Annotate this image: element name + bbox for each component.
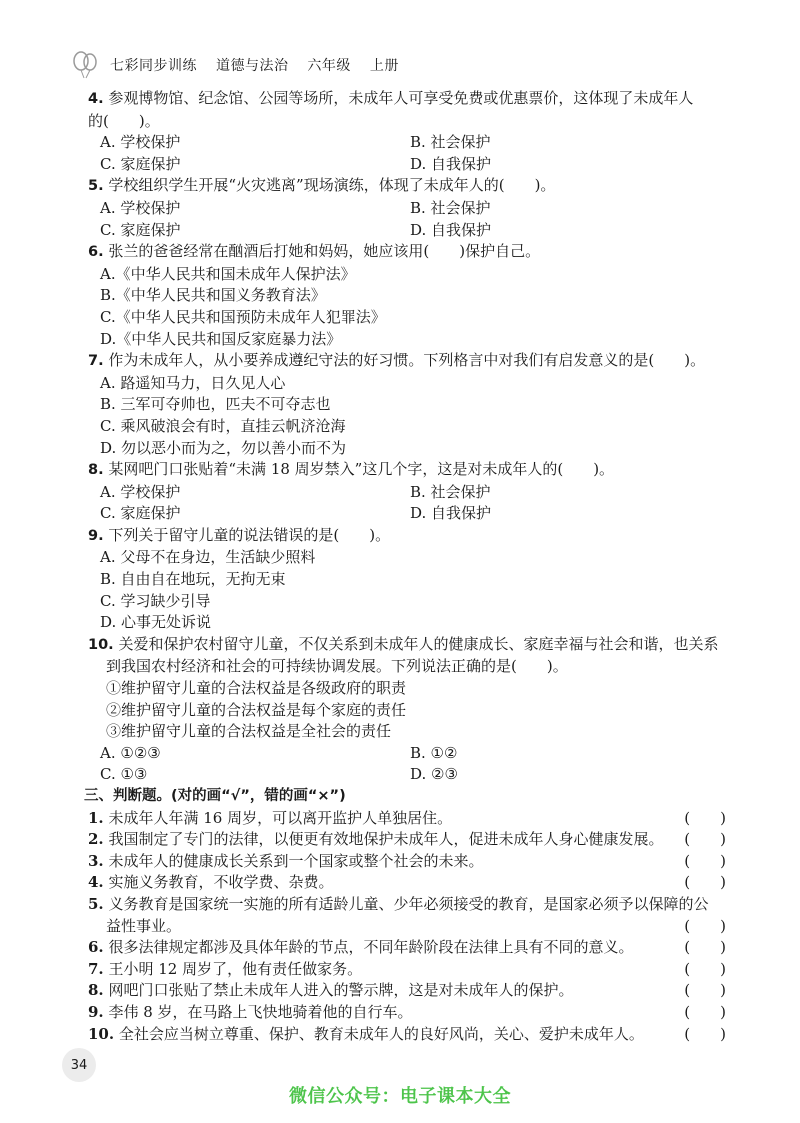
- judge-text: 很多法律规定都涉及具体年龄的节点，不同年龄阶段在法律上具有不同的意义。: [108, 938, 634, 957]
- answer-blank[interactable]: ( ): [684, 1002, 726, 1021]
- option-d: D. ②③: [410, 765, 458, 784]
- option-a: A. ①②③: [100, 743, 161, 762]
- question-5: [88, 175, 728, 241]
- option-d: D. 勿以恶小而为之，勿以善小而不为: [100, 438, 347, 457]
- answer-blank[interactable]: ( ): [684, 938, 726, 957]
- judge-number: 3.: [88, 851, 104, 870]
- question-text-cont: 到我国农村经济和社会的可持续协调发展。下列说法正确的是( )。: [106, 657, 568, 676]
- judge-item-5: [88, 894, 728, 937]
- judge-number: 4.: [88, 873, 104, 892]
- question-text: 作为未成年人，从小要养成遵纪守法的好习惯。下列格言中对我们有启发意义的是( )。: [108, 351, 706, 370]
- option-b: B. 社会保护: [410, 133, 491, 152]
- question-number: 4.: [88, 91, 104, 107]
- statement-3: ③维护留守儿童的合法权益是全社会的责任: [106, 722, 392, 741]
- judge-text: 义务教育是国家统一实施的所有适龄儿童、少年必须接受的教育，是国家必须予以保障的公: [108, 894, 709, 913]
- header-text: [110, 55, 413, 75]
- question-text: 某网吧门口张贴着“未满 18 周岁禁入”这几个字，这是对未成年人的( )。: [108, 460, 615, 479]
- statement-2: ②维护留守儿童的合法权益是每个家庭的责任: [106, 700, 407, 719]
- question-text: 参观博物馆、纪念馆、公园等场所，未成年人可享受免费或优惠票价，这体现了未成年人: [108, 89, 694, 107]
- option-a: A. 学校保护: [100, 482, 181, 501]
- option-c: C. 家庭保护: [100, 154, 181, 173]
- option-c: C. 家庭保护: [100, 504, 181, 523]
- page-number: 34: [62, 1048, 96, 1082]
- judge-item-2: [88, 829, 728, 851]
- option-a: A. 学校保护: [100, 198, 181, 217]
- judge-text: 李伟 8 岁，在马路上飞快地骑着他的自行车。: [108, 1002, 413, 1021]
- option-d: D. 心事无处诉说: [100, 613, 212, 632]
- option-c: C.《中华人民共和国预防未成年人犯罪法》: [100, 307, 386, 326]
- header-grade: 六年级: [307, 58, 351, 74]
- judge-item-1: [88, 808, 728, 830]
- answer-blank[interactable]: ( ): [684, 851, 726, 870]
- answer-blank[interactable]: ( ): [684, 981, 726, 1000]
- judge-text-cont: 益性事业。: [106, 916, 182, 935]
- answer-blank[interactable]: ( ): [684, 916, 726, 935]
- option-c: C. 乘风破浪会有时，直挂云帆济沧海: [100, 416, 346, 435]
- judge-text: 未成年人年满 16 周岁，可以离开监护人单独居住。: [108, 808, 453, 827]
- judge-text: 实施义务教育，不收学费、杂费。: [108, 873, 334, 892]
- judge-number: 5.: [88, 894, 104, 913]
- question-10: [88, 634, 728, 786]
- option-c: C. 家庭保护: [100, 220, 181, 239]
- judge-item-8: [88, 980, 728, 1002]
- judge-text: 网吧门口张贴了禁止未成年人进入的警示牌，这是对未成年人的保护。: [108, 981, 574, 1000]
- question-number: 6.: [88, 244, 104, 261]
- question-number: 10.: [88, 636, 114, 653]
- header-subject: 道德与法治: [215, 58, 289, 74]
- judge-number: 2.: [88, 830, 104, 849]
- option-d: D.《中华人民共和国反家庭暴力法》: [100, 329, 342, 348]
- question-number: 7.: [88, 353, 104, 370]
- question-6: [88, 241, 728, 350]
- options: [88, 482, 728, 525]
- watermark: 微信公众号：电子课本大全: [289, 1086, 511, 1107]
- options: [88, 743, 728, 786]
- header-series: 七彩同步训练: [110, 58, 197, 74]
- answer-blank[interactable]: ( ): [684, 830, 726, 849]
- option-c: C. ①③: [100, 765, 148, 784]
- question-number: 8.: [88, 462, 104, 479]
- judge-number: 10.: [88, 1024, 115, 1043]
- option-b: B.《中华人民共和国义务教育法》: [100, 286, 326, 305]
- options: [88, 264, 728, 350]
- option-d: D. 自我保护: [410, 504, 492, 523]
- question-text-cont: 的( )。: [88, 111, 160, 130]
- option-a: A.《中华人民共和国未成年人保护法》: [100, 264, 356, 283]
- page-header: [70, 52, 413, 78]
- judge-item-10: [88, 1024, 728, 1046]
- judge-number: 1.: [88, 808, 104, 827]
- header-volume: 上册: [369, 58, 399, 74]
- option-b: B. 社会保护: [410, 198, 491, 217]
- section-title: 三、判断题。(对的画“√”，错的画“×”): [84, 788, 346, 804]
- judge-text: 王小明 12 周岁了，他有责任做家务。: [108, 959, 363, 978]
- option-b: B. 三军可夺帅也，匹夫不可夺志也: [100, 395, 331, 414]
- question-text: 下列关于留守儿童的说法错误的是( )。: [108, 525, 391, 544]
- question-8: [88, 459, 728, 525]
- answer-blank[interactable]: ( ): [684, 873, 726, 892]
- answer-blank[interactable]: ( ): [684, 1024, 726, 1043]
- question-9: [88, 525, 728, 634]
- question-text: 学校组织学生开展“火灾逃离”现场演练，体现了未成年人的( )。: [108, 176, 556, 195]
- option-a: A. 父母不在身边，生活缺少照料: [100, 548, 316, 567]
- judge-item-6: [88, 937, 728, 959]
- question-text: 张兰的爸爸经常在酗酒后打她和妈妈，她应该用( )保护自己。: [108, 242, 541, 261]
- judge-text: 我国制定了专门的法律，以便更有效地保护未成年人，促进未成年人身心健康发展。: [108, 830, 664, 849]
- question-number: 5.: [88, 178, 104, 195]
- option-d: D. 自我保护: [410, 154, 492, 173]
- option-b: B. 自由自在地玩，无拘无束: [100, 570, 286, 589]
- question-7: [88, 350, 728, 459]
- question-4: [88, 88, 728, 175]
- judge-item-4: [88, 872, 728, 894]
- options: [88, 547, 728, 633]
- options: [88, 373, 728, 459]
- judge-item-3: [88, 851, 728, 873]
- options: [88, 198, 728, 241]
- option-a: A. 学校保护: [100, 133, 181, 152]
- answer-blank[interactable]: ( ): [684, 808, 726, 827]
- option-b: B. ①②: [410, 743, 458, 762]
- question-number: 9.: [88, 527, 104, 544]
- options: [88, 132, 728, 175]
- judge-text: 未成年人的健康成长关系到一个国家或整个社会的未来。: [108, 851, 484, 870]
- option-b: B. 社会保护: [410, 482, 491, 501]
- judge-number: 6.: [88, 938, 104, 957]
- question-text: 关爱和保护农村留守儿童，不仅关系到未成年人的健康成长、家庭幸福与社会和谐，也关系: [118, 634, 719, 653]
- answer-blank[interactable]: ( ): [684, 959, 726, 978]
- statement-1: ①维护留守儿童的合法权益是各级政府的职责: [106, 679, 407, 698]
- statements: [88, 678, 728, 743]
- judge-number: 7.: [88, 959, 104, 978]
- worksheet-content: [84, 88, 728, 1045]
- balloon-logo-icon: [70, 50, 100, 80]
- judge-text: 全社会应当树立尊重、保护、教育未成年人的良好风尚，关心、爱护未成年人。: [118, 1024, 644, 1043]
- judge-item-7: [88, 959, 728, 981]
- judge-number: 9.: [88, 1002, 104, 1021]
- option-d: D. 自我保护: [410, 220, 492, 239]
- judge-number: 8.: [88, 981, 104, 1000]
- option-c: C. 学习缺少引导: [100, 591, 211, 610]
- option-a: A. 路遥知马力，日久见人心: [100, 373, 286, 392]
- judge-item-9: [88, 1002, 728, 1024]
